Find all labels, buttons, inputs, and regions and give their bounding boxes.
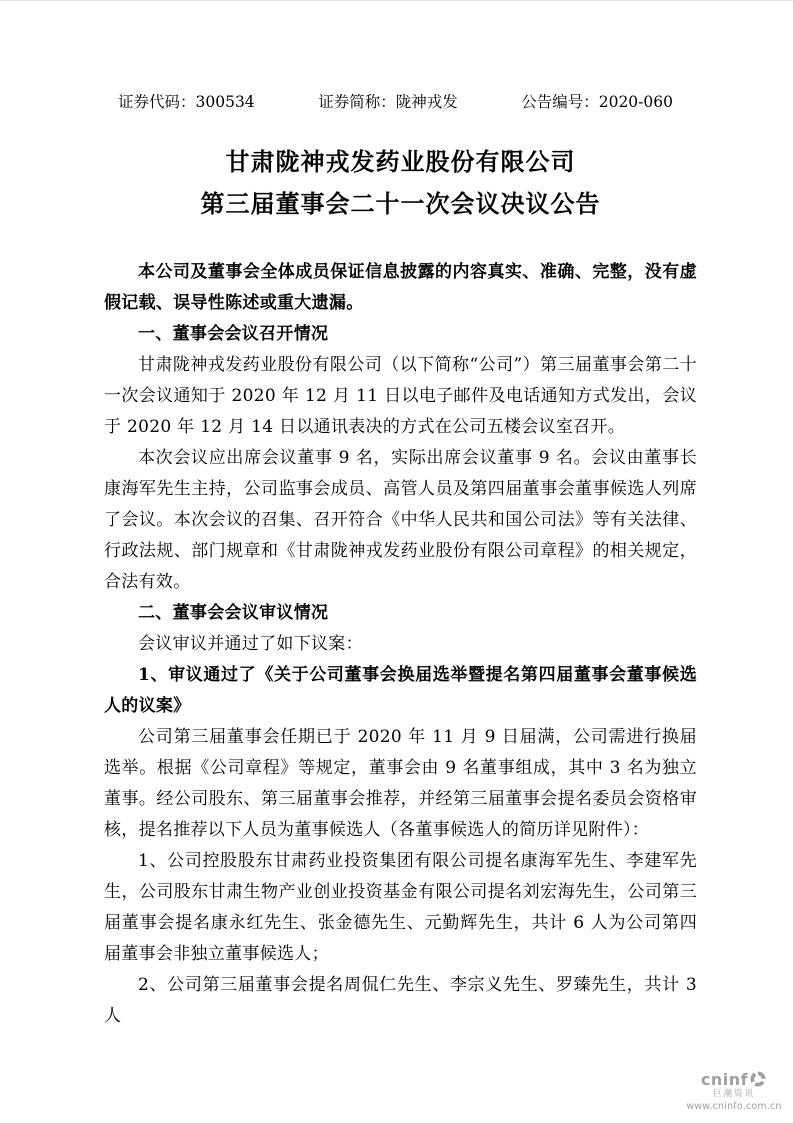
- cninfo-chinese-name: 巨潮资讯: [712, 1089, 755, 1100]
- document-content: [104, 1, 697, 1032]
- section2-heading: 二、董事会会议审议情况: [138, 603, 329, 623]
- announcement-number: 公告编号：2020-060: [521, 93, 673, 111]
- section1-heading: 一、董事会会议召开情况: [138, 324, 329, 344]
- resolution-1-title: 1、审议通过了《关于公司董事会换届选举暨提名第四届董事会董事候选人的议案》: [104, 665, 697, 716]
- section1-paragraph-1: 甘肃陇神戎发药业股份有限公司（以下简称“公司”）第三届董事会第二十一次会议通知于 2020 年 12 月 11 日以电子邮件及电话通知方式发出，会议于 2020 年 12 月 14 日以通讯表决的方式在公司五楼会议室召开。: [104, 355, 697, 437]
- cninfo-watermark: [679, 1071, 789, 1113]
- stock-code: 证券代码：300534: [118, 93, 255, 111]
- cninfo-url: www.cninfo.com.cn: [686, 1101, 782, 1113]
- resolution-1-paragraph-1: 公司第三届董事会任期已于 2020 年 11 月 9 日届满，公司需进行换届选举。根据《公司章程》等规定，董事会由 9 名董事组成，其中 3 名为独立董事。经公司股东、第三届董事会推荐，并经第三届董事会提名委员会资格审核，提名推荐以下人员为董事候选人（各董事候选人的简历详见附件）：: [104, 727, 697, 840]
- cninfo-swirl-logo-icon: [749, 1070, 767, 1088]
- announcement-title: 第三届董事会二十一次会议决议公告: [200, 189, 601, 218]
- company-name-title: 甘肃陇神戎发药业股份有限公司: [225, 147, 576, 176]
- disclaimer-statement: 本公司及董事会全体成员保证信息披露的内容真实、准确、完整，没有虚假记载、误导性陈述或重大遗漏。: [104, 262, 697, 313]
- document-header: [104, 91, 697, 113]
- cninfo-brand-row: [679, 1071, 789, 1089]
- stock-abbr: 证券简称：陇神戎发: [318, 93, 458, 111]
- section2-intro: 会议审议并通过了如下议案：: [138, 634, 363, 654]
- resolution-1-paragraph-3: 2、公司第三届董事会提名周侃仁先生、李宗义先生、罗臻先生，共计 3 人: [104, 975, 697, 1026]
- section1-paragraph-2: 本次会议应出席会议董事 9 名，实际出席会议董事 9 名。会议由董事长康海军先生主持，公司监事会成员、高管人员及第四届董事会董事候选人列席了会议。本次会议的召集、召开符合《中华人民共和国公司法》等有关法律、行政法规、部门规章和《甘肃陇神戎发药业股份有限公司章程》的相关规定，合法有效。: [104, 448, 697, 592]
- resolution-1-paragraph-2: 1、公司控股股东甘肃药业投资集团有限公司提名康海军先生、李建军先生，公司股东甘肃生物产业创业投资基金有限公司提名刘宏海先生，公司第三届董事会提名康永红先生、张金德先生、元勤辉先生，共计 6 人为公司第四届董事会非独立董事候选人；: [104, 851, 697, 964]
- cninfo-brand-text: cninf: [700, 1069, 749, 1089]
